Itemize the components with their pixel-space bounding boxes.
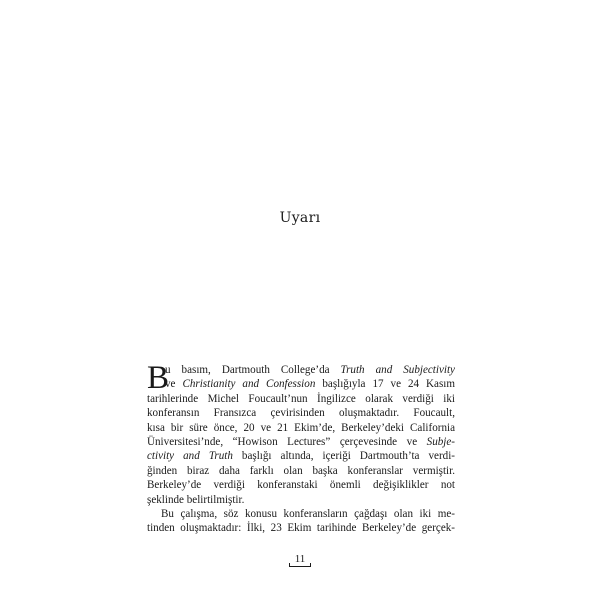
text-line: kısa bir süre önce, 20 ve 21 Ekim’de, Berkeley’deki California <box>147 421 455 434</box>
page-title: Uyarı <box>279 210 321 226</box>
book-title-italic: Subje- <box>426 435 455 448</box>
page-number-value: 11 <box>289 553 312 567</box>
text-line: ğinden biraz daha farklı olan başka konferanslar vermiştir. <box>147 464 455 477</box>
drop-cap: B <box>147 360 170 396</box>
text-line: tarihlerinde Michel Foucault’nun İngilizce olarak verdiği iki <box>147 392 455 405</box>
body-text <box>147 360 456 536</box>
text-line: konferansın Fransızca çevirisinden oluşmaktadır. Foucault, <box>147 407 455 420</box>
page-number <box>0 553 600 567</box>
book-title-italic: Truth and Subjectivity <box>340 364 455 376</box>
book-title-italic: Christianity and Confession <box>182 378 316 391</box>
book-title-italic: ctivity and Truth <box>147 450 233 463</box>
text-line: ve Christianity and Confession başlığıyla 17 ve 24 Kasım <box>165 378 456 391</box>
text-line: ctivity and Truth başlığı altında, içeriği Dartmouth’ta verdi- <box>147 450 455 463</box>
text-line: şeklinde belirtilmiştir. <box>147 493 245 506</box>
text-line: Berkeley’de verdiği konferanstaki önemli değişiklikler not <box>147 479 455 492</box>
text-line: tinden oluşmaktadır: İlki, 23 Ekim tarihinde Berkeley’de gerçek- <box>147 522 455 535</box>
text-line: Bu çalışma, söz konusu konferansların çağdaşı olan iki me- <box>161 507 455 520</box>
text-line: Üniversitesi’nde, “Howison Lectures” çerçevesinde ve Subje- <box>147 435 455 448</box>
text-line: u basım, Dartmouth College’da Truth and Subjectivity <box>165 364 455 376</box>
